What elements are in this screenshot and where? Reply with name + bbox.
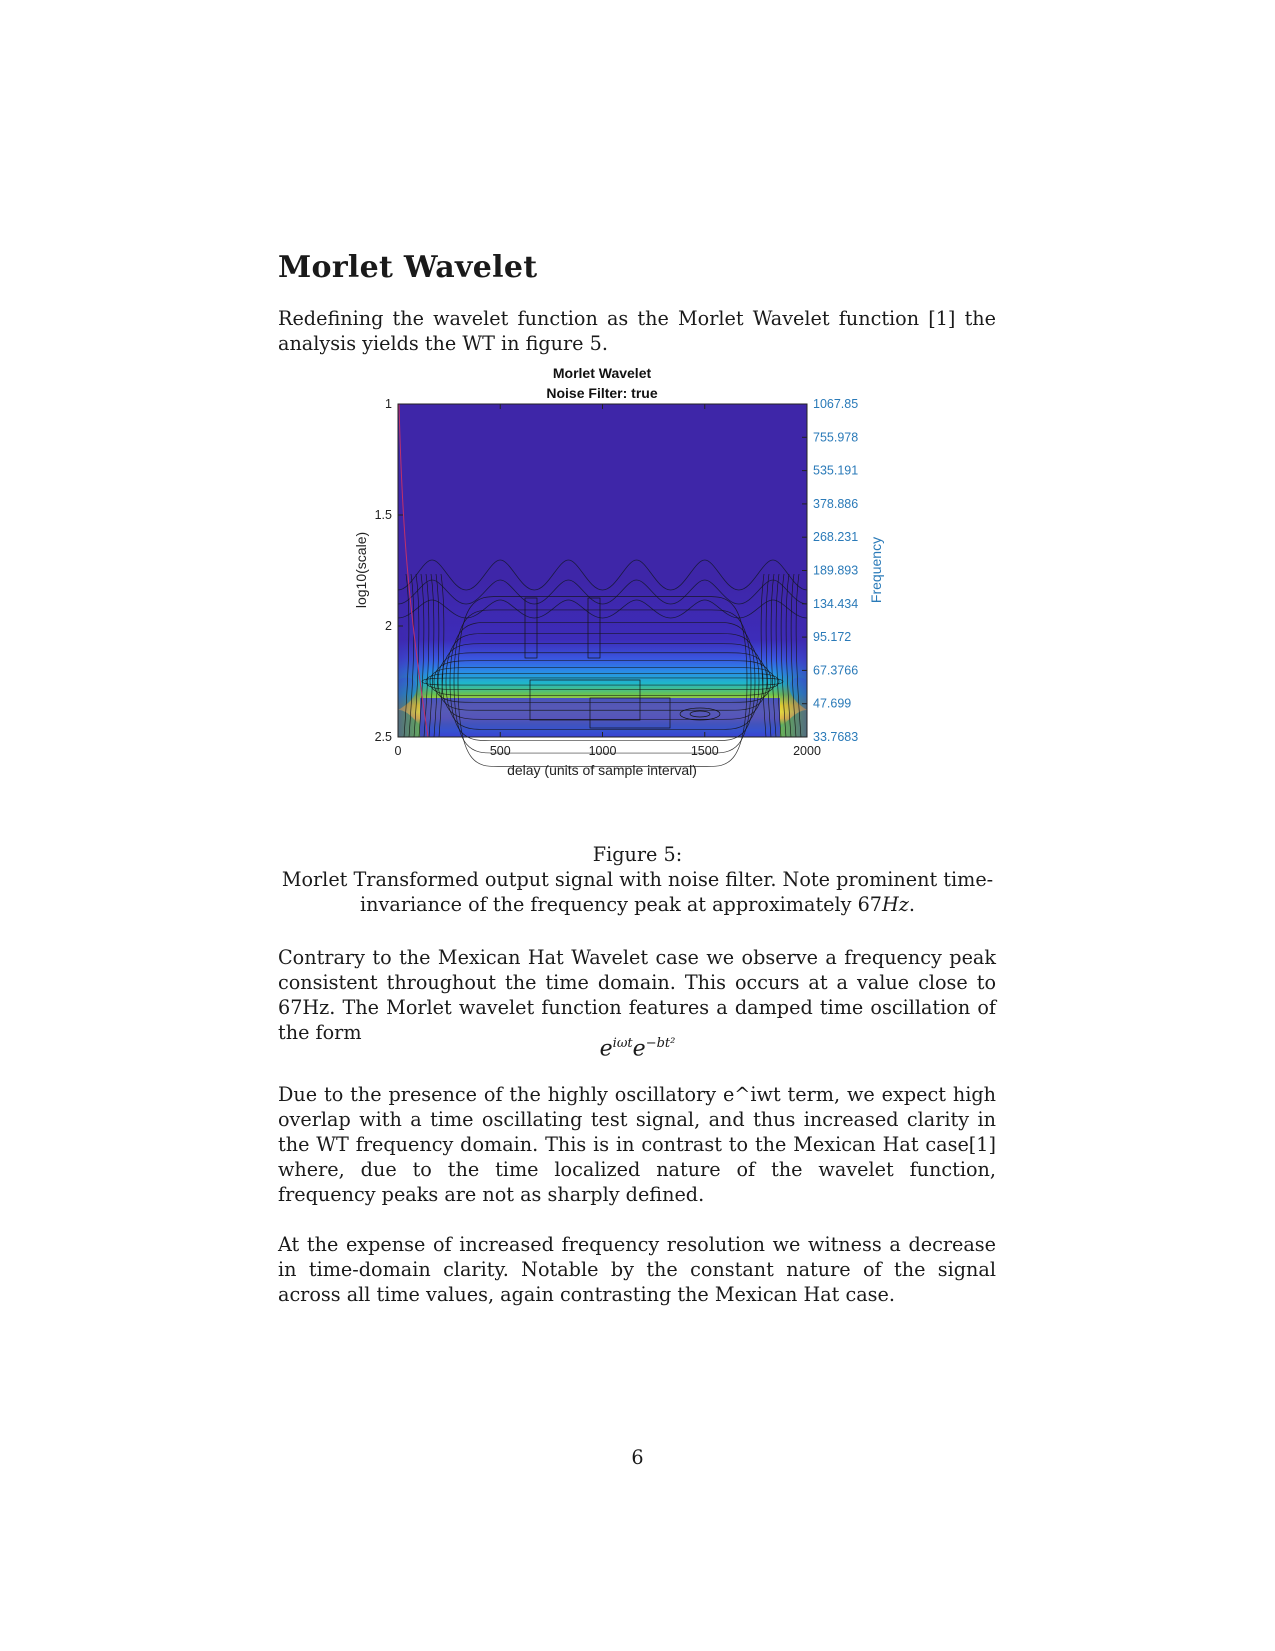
body-paragraph-2: Contrary to the Mexican Hat Wavelet case we observe a frequency peak consistent throughout the time domain. This occurs at a value close to 67Hz. The Morlet wavelet function features a damped time oscillation of the form: [278, 946, 996, 1044]
x-tick-label: 1000: [588, 744, 617, 758]
y-axis-label-right: Frequency: [868, 536, 884, 604]
right-tick-label: 378.886: [813, 496, 859, 511]
eq-exp-1: iωt: [612, 1036, 633, 1051]
body-paragraph-3: Due to the presence of the highly oscillatory e^iwt term, we expect high overlap with a time oscillating test signal, and thus increased clarity in the WT frequency domain. This is in contrast to the Mexican Hat case[1] where, due to the time localized nature of the wavelet function, frequency peaks are not as sharply defined.: [278, 1083, 996, 1206]
right-tick-label: 33.7683: [813, 730, 859, 744]
equation: [540, 1036, 735, 1061]
y-axis-label: log10(scale): [353, 531, 369, 609]
intro-paragraph: Redefining the wavelet function as the Morlet Wavelet function [1] the analysis yields the WT in figure 5.: [278, 307, 996, 355]
y-tick-label: 1: [385, 397, 392, 411]
eq-base-2: e: [632, 1036, 646, 1062]
right-tick-label: 134.434: [813, 596, 859, 611]
right-tick-label: 47.699: [813, 696, 852, 711]
right-tick-label: 755.978: [813, 430, 859, 445]
right-tick-label: 67.3766: [813, 663, 859, 678]
body-paragraph-4: At the expense of increased frequency resolution we witness a decrease in time-domain clarity. Notable by the constant nature of the signal across all time values, again contrasting the Mexican Hat case.: [278, 1233, 996, 1306]
eq-exp-2: −bt²: [645, 1036, 676, 1051]
wavelet-heatmap-chart: [340, 365, 940, 820]
right-tick-label: 95.172: [813, 630, 852, 645]
y-tick-label: 2.5: [374, 730, 392, 744]
x-tick-label: 2000: [793, 744, 821, 758]
x-tick-label: 0: [394, 744, 402, 758]
chart-title: Morlet Wavelet: [552, 365, 652, 381]
caption-text: Morlet Transformed output signal with noise filter. Note prominent time-invariance of the frequency peak at approximately 67: [281, 868, 994, 916]
page-number: 6: [631, 1446, 644, 1469]
caption-end: .: [908, 893, 915, 916]
y-tick-label: 2: [385, 619, 392, 633]
chart-subtitle: Noise Filter: true: [546, 385, 658, 401]
caption-unit: Hz: [882, 893, 909, 916]
section-heading: Morlet Wavelet: [278, 250, 538, 285]
figure-5: [340, 365, 940, 820]
right-axis: [802, 397, 858, 744]
eq-base-1: e: [599, 1036, 613, 1062]
y-tick-label: 1.5: [374, 508, 392, 522]
x-axis-label: delay (units of sample interval): [507, 762, 697, 778]
caption-line: [250, 867, 1025, 917]
x-tick-label: 1500: [690, 744, 719, 758]
figure-caption: [250, 842, 1025, 917]
figure-label: Figure 5:: [592, 843, 683, 866]
right-tick-label: 535.191: [813, 463, 859, 478]
right-tick-label: 1067.85: [813, 397, 859, 411]
right-tick-label: 189.893: [813, 563, 859, 578]
x-tick-label: 500: [489, 744, 511, 758]
plot-area: [398, 404, 807, 767]
edge-shading: [398, 404, 807, 737]
right-tick-label: 268.231: [813, 530, 859, 545]
